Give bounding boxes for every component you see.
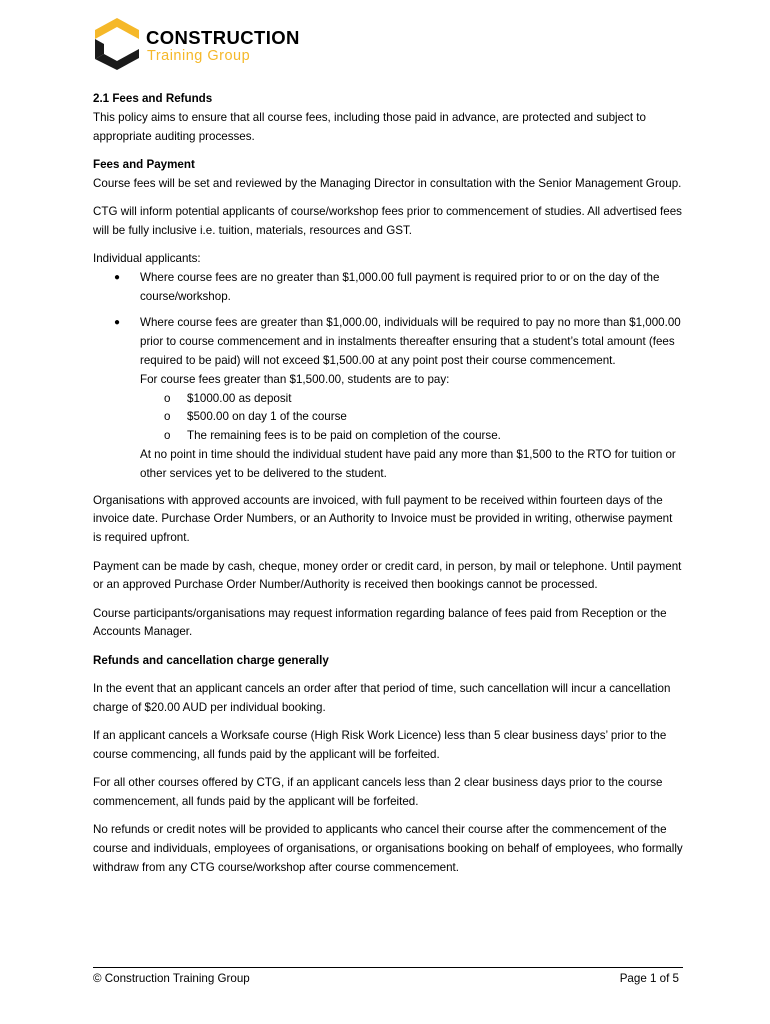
fees-paragraph-2: CTG will inform potential applicants of course/workshop fees prior to commencement of studies. All advertised fees will be fully inclusive i.e. tuition, materials, resources and GST. [93,204,682,237]
fees-paragraph-1: Course fees will be set and reviewed by the Managing Director in consultation with the Senior Management Group. [93,176,682,190]
fees-heading: Fees and Payment [93,157,195,171]
refunds-paragraph-4: No refunds or credit notes will be provided to applicants who cancel their course after the commencement of the course and individuals, employees of organisations, or organisations booking on behalf of employees, who formally withdraw from any CTG course/workshop after course commencement. [93,823,683,874]
page-number: Page 1 of 5 [619,972,679,985]
ctg-logo-icon [92,16,142,72]
sub-list-item: o $1000.00 as deposit [140,390,683,409]
fees-paragraph-5: Course participants/organisations may request information regarding balance of fees paid from Reception or the Accounts Manager. [93,606,667,639]
sub-list-item: o The remaining fees is to be paid on completion of the course. [140,427,683,446]
refunds-paragraph-2: If an applicant cancels a Worksafe course (High Risk Work Licence) less than 5 clear business days’ prior to the course commencing, all funds paid by the applicant will be forfeited. [93,729,667,761]
sub-list [140,390,683,446]
sub-list-item: o $500.00 on day 1 of the course [140,408,683,427]
refunds-heading: Refunds and cancellation charge generally [93,653,329,667]
bullet-sub-intro: For course fees greater than $1,500.00, students are to pay: [140,372,450,386]
bullet-outro: At no point in time should the individual student have paid any more than $1,500 to the RTO for tuition or other services yet to be delivered to the student. [140,448,676,480]
refunds-paragraph-3: For all other courses offered by CTG, if an applicant cancels less than 2 clear business days prior to the course commencement, all funds paid by the applicant will be forfeited. [93,776,663,808]
fees-paragraph-4: Payment can be made by cash, cheque, money order or credit card, in person, by mail or telephone. Until payment or an approved Purchase Order Number/Authority is received then bookings cannot be processed. [93,559,682,592]
brand-name: CONSTRUCTION [146,27,300,48]
section-intro: This policy aims to ensure that all course fees, including those paid in advance, are protected and subject to appropriate auditing processes. [93,110,646,143]
fee-bullet-list [93,269,683,484]
refunds-paragraph-1: In the event that an applicant cancels an order after that period of time, such cancellation will incur a cancellation charge of $20.00 AUD per individual booking. [93,682,671,714]
company-logo [92,16,332,76]
list-item [93,314,683,483]
page-footer [93,967,683,985]
list-item [93,269,683,307]
brand-subtitle: Training Group [147,48,251,64]
individual-applicants-label: Individual applicants: [93,252,201,266]
bullet-text: Where course fees are no greater than $1,000.00 full payment is required prior to or on the day of the course/workshop. [140,270,660,303]
section-title: 2.1 Fees and Refunds [93,92,213,105]
fees-paragraph-3: Organisations with approved accounts are invoiced, with full payment to be received within fourteen days of the invoice date. Purchase Order Numbers, or an Authority to Invoice must be provided in writing, otherwise payment is required upfront. [93,493,673,545]
footer-copyright: © Construction Training Group [93,972,250,985]
document-body [93,90,683,887]
bullet-text: ● Where course fees are greater than $1,000.00, individuals will be required to pay no more than $1,000.00 prior to course commencement and in instalments thereafter ensuring that a student’s total amount (fees required to be paid) will not exceed $1,500.00 at any point post their course commencement. [140,316,681,368]
